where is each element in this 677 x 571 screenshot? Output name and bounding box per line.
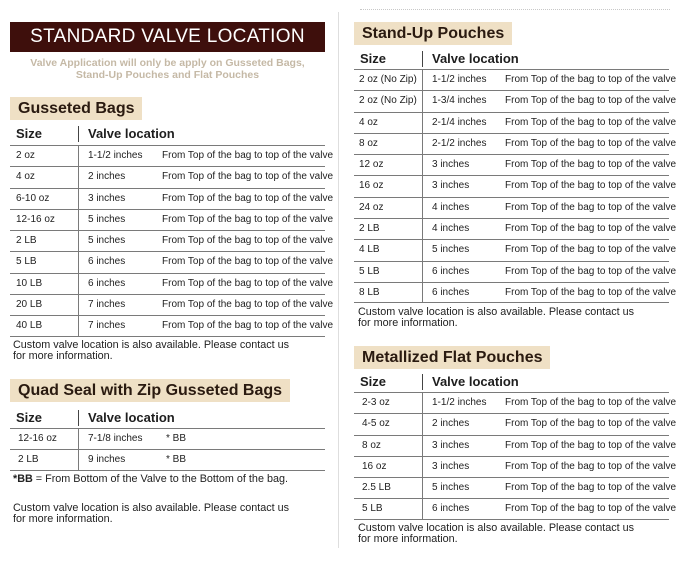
column-divider xyxy=(338,12,339,548)
gusseted-note-line-2: for more information. xyxy=(13,350,113,362)
standup-cell-valve: 4 inches xyxy=(432,223,470,235)
flat-cell-size: 16 oz xyxy=(362,460,387,472)
gusseted-cell-separator xyxy=(78,295,79,315)
flat-cell-separator xyxy=(422,499,423,518)
standup-cell-size: 4 oz xyxy=(359,116,378,128)
flat-cell-valve: 5 inches xyxy=(432,482,470,494)
gusseted-col-location: Valve location xyxy=(88,126,175,141)
standup-cell-valve: 6 inches xyxy=(432,265,470,277)
quad-seal-heading: Quad Seal with Zip Gusseted Bags xyxy=(10,379,290,402)
quad-cell-separator xyxy=(78,429,79,449)
flat-cell-reference: From Top of the bag to top of the valve xyxy=(505,460,677,472)
gusseted-table-row xyxy=(10,251,334,272)
flat-cell-separator xyxy=(422,414,423,434)
gusseted-table xyxy=(10,145,334,337)
standup-cell-separator xyxy=(422,155,423,175)
standup-table xyxy=(354,69,677,303)
flat-table-row xyxy=(354,456,677,477)
gusseted-cell-separator xyxy=(78,252,79,272)
flat-cell-valve: 3 inches xyxy=(432,460,470,472)
gusseted-cell-reference: From Top of the bag to top of the valve xyxy=(162,256,334,268)
flat-table-row xyxy=(354,392,677,413)
gusseted-cell-reference: From Top of the bag to top of the valve xyxy=(162,277,334,289)
flat-cell-size: 2-3 oz xyxy=(362,397,390,408)
gusseted-cell-valve: 7 inches xyxy=(88,320,126,332)
flat-table xyxy=(354,392,677,520)
standup-cell-separator xyxy=(422,262,423,282)
standup-cell-reference: From Top of the bag to top of the valve xyxy=(505,223,677,235)
subtitle-line-1: Valve Application will only be apply on Gusseted Bags, xyxy=(30,57,305,69)
flat-cell-size: 2.5 LB xyxy=(362,482,391,494)
flat-cell-valve: 2 inches xyxy=(432,418,470,430)
standup-cell-reference: From Top of the bag to top of the valve xyxy=(505,137,677,149)
standup-table-row xyxy=(354,69,677,90)
standup-cell-valve: 3 inches xyxy=(432,159,470,171)
flat-cell-separator xyxy=(422,478,423,498)
standup-cell-valve: 3 inches xyxy=(432,180,470,192)
quad-table-header xyxy=(10,407,325,429)
gusseted-cell-reference: From Top of the bag to top of the valve xyxy=(162,150,334,161)
flat-cell-reference: From Top of the bag to top of the valve xyxy=(505,418,677,430)
flat-cell-reference: From Top of the bag to top of the valve xyxy=(505,482,677,494)
gusseted-cell-separator xyxy=(78,189,79,209)
standup-table-row xyxy=(354,112,677,133)
standup-table-row xyxy=(354,133,677,154)
flat-cell-size: 5 LB xyxy=(362,503,383,515)
flat-note-line-2: for more information. xyxy=(358,533,458,545)
flat-note-line-1: Custom valve location is also available. Please contact us xyxy=(358,522,635,534)
quad-cell-valve: 9 inches xyxy=(88,454,126,466)
gusseted-table-row xyxy=(10,273,334,294)
standup-cell-separator xyxy=(422,113,423,133)
gusseted-cell-separator xyxy=(78,231,79,251)
flat-cell-reference: From Top of the bag to top of the valve xyxy=(505,503,677,515)
standup-pouches-heading: Stand-Up Pouches xyxy=(354,22,512,45)
gusseted-cell-reference: From Top of the bag to top of the valve xyxy=(162,192,334,204)
standup-cell-separator xyxy=(422,219,423,239)
standup-cell-valve: 4 inches xyxy=(432,201,470,213)
standup-table-row xyxy=(354,197,677,218)
standup-cell-size: 8 oz xyxy=(359,137,378,149)
gusseted-cell-size: 2 LB xyxy=(16,235,37,247)
standup-cell-size: 2 oz (No Zip) xyxy=(359,74,417,85)
gusseted-cell-valve: 6 inches xyxy=(88,277,126,289)
flat-cell-separator xyxy=(422,457,423,477)
quad-note-line-2: for more information. xyxy=(13,513,113,525)
flat-cell-reference: From Top of the bag to top of the valve xyxy=(505,439,677,451)
flat-cell-valve: 1-1/2 inches xyxy=(432,397,487,408)
standup-table-row xyxy=(354,90,677,111)
standup-cell-size: 4 LB xyxy=(359,244,380,256)
standup-cell-size: 2 LB xyxy=(359,223,380,235)
gusseted-cell-size: 4 oz xyxy=(16,171,35,183)
flat-cell-size: 4-5 oz xyxy=(362,418,390,430)
gusseted-col-size: Size xyxy=(16,126,43,141)
standup-cell-reference: From Top of the bag to top of the valve xyxy=(505,159,677,171)
gusseted-table-row xyxy=(10,230,334,251)
gusseted-cell-valve: 5 inches xyxy=(88,213,126,225)
page-subtitle xyxy=(10,57,325,81)
quad-table xyxy=(10,428,325,471)
standup-cell-size: 16 oz xyxy=(359,180,384,192)
standup-cell-valve: 1-1/2 inches xyxy=(432,74,487,85)
bb-footnote xyxy=(13,474,288,485)
top-dotted-rule xyxy=(360,9,670,10)
standup-cell-reference: From Top of the bag to top of the valve xyxy=(505,74,677,85)
quad-cell-separator xyxy=(78,450,79,469)
flat-table-header xyxy=(354,371,669,393)
standup-cell-reference: From Top of the bag to top of the valve xyxy=(505,95,677,107)
gusseted-cell-separator xyxy=(78,274,79,294)
standup-note-line-1: Custom valve location is also available. Please contact us xyxy=(358,306,635,318)
standup-cell-reference: From Top of the bag to top of the valve xyxy=(505,201,677,213)
gusseted-cell-reference: From Top of the bag to top of the valve xyxy=(162,299,334,311)
gusseted-header-separator xyxy=(78,126,79,142)
quad-cell-valve: 7-1/8 inches xyxy=(88,433,143,444)
bb-key: *BB xyxy=(13,473,33,485)
standup-cell-size: 5 LB xyxy=(359,265,380,277)
gusseted-cell-separator xyxy=(78,316,79,335)
standup-note-line-2: for more information. xyxy=(358,317,458,329)
flat-table-row xyxy=(354,477,677,498)
quad-cell-size: 2 LB xyxy=(18,454,39,466)
gusseted-cell-valve: 2 inches xyxy=(88,171,126,183)
gusseted-cell-valve: 3 inches xyxy=(88,192,126,204)
standup-cell-size: 8 LB xyxy=(359,286,380,298)
flat-cell-separator xyxy=(422,393,423,413)
quad-header-separator xyxy=(78,410,79,426)
standup-cell-size: 12 oz xyxy=(359,159,384,171)
gusseted-bags-heading: Gusseted Bags xyxy=(10,97,142,120)
flat-custom-note xyxy=(358,523,634,545)
gusseted-table-row xyxy=(10,145,334,166)
gusseted-cell-size: 2 oz xyxy=(16,150,35,161)
gusseted-cell-separator xyxy=(78,146,79,166)
standup-col-size: Size xyxy=(360,51,387,66)
standup-table-row xyxy=(354,218,677,239)
bb-text: = From Bottom of the Valve to the Bottom of the bag. xyxy=(32,473,288,485)
standup-cell-size: 2 oz (No Zip) xyxy=(359,95,417,107)
quad-table-row xyxy=(10,449,325,470)
gusseted-cell-valve: 5 inches xyxy=(88,235,126,247)
standup-cell-valve: 5 inches xyxy=(432,244,470,256)
standup-col-location: Valve location xyxy=(432,51,519,66)
standup-table-row xyxy=(354,282,677,303)
gusseted-cell-separator xyxy=(78,167,79,187)
standup-cell-size: 24 oz xyxy=(359,201,384,213)
gusseted-cell-size: 40 LB xyxy=(16,320,43,332)
flat-col-size: Size xyxy=(360,374,387,389)
standup-header-separator xyxy=(422,51,423,67)
quad-cell-size: 12-16 oz xyxy=(18,433,57,444)
quad-cell-reference: * BB xyxy=(166,433,187,444)
flat-table-row xyxy=(354,435,677,456)
gusseted-cell-valve: 6 inches xyxy=(88,256,126,268)
gusseted-cell-size: 10 LB xyxy=(16,277,43,289)
standup-cell-separator xyxy=(422,70,423,90)
standup-table-header xyxy=(354,48,669,70)
subtitle-line-2: Stand-Up Pouches and Flat Pouches xyxy=(75,69,260,81)
flat-table-row xyxy=(354,413,677,434)
quad-col-size: Size xyxy=(16,410,43,425)
gusseted-cell-valve: 1-1/2 inches xyxy=(88,150,143,161)
gusseted-custom-note xyxy=(13,340,289,362)
gusseted-cell-separator xyxy=(78,210,79,230)
standup-cell-reference: From Top of the bag to top of the valve xyxy=(505,265,677,277)
standup-custom-note xyxy=(358,307,634,329)
gusseted-table-header xyxy=(10,123,325,145)
flat-cell-size: 8 oz xyxy=(362,439,381,451)
flat-header-separator xyxy=(422,374,423,390)
gusseted-table-row xyxy=(10,315,334,336)
flat-cell-valve: 3 inches xyxy=(432,439,470,451)
standup-table-row xyxy=(354,154,677,175)
standup-cell-reference: From Top of the bag to top of the valve xyxy=(505,244,677,256)
quad-custom-note xyxy=(13,503,289,525)
standup-cell-reference: From Top of the bag to top of the valve xyxy=(505,286,677,298)
gusseted-note-line-1: Custom valve location is also available. Please contact us xyxy=(13,339,290,351)
standup-cell-reference: From Top of the bag to top of the valve xyxy=(505,116,677,128)
gusseted-cell-size: 12-16 oz xyxy=(16,213,55,225)
quad-cell-reference: * BB xyxy=(166,454,187,466)
standup-table-row xyxy=(354,239,677,260)
gusseted-cell-reference: From Top of the bag to top of the valve xyxy=(162,171,334,183)
flat-cell-reference: From Top of the bag to top of the valve xyxy=(505,397,677,408)
standup-cell-separator xyxy=(422,134,423,154)
gusseted-cell-size: 5 LB xyxy=(16,256,37,268)
gusseted-cell-size: 20 LB xyxy=(16,299,43,311)
standup-cell-valve: 2-1/4 inches xyxy=(432,116,487,128)
standup-cell-separator xyxy=(422,91,423,111)
gusseted-table-row xyxy=(10,294,334,315)
standup-cell-valve: 2-1/2 inches xyxy=(432,137,487,149)
gusseted-table-row xyxy=(10,166,334,187)
gusseted-cell-reference: From Top of the bag to top of the valve xyxy=(162,213,334,225)
quad-note-line-1: Custom valve location is also available. Please contact us xyxy=(13,502,290,514)
flat-col-location: Valve location xyxy=(432,374,519,389)
standup-cell-separator xyxy=(422,198,423,218)
page-title: STANDARD VALVE LOCATION xyxy=(10,22,325,52)
gusseted-cell-valve: 7 inches xyxy=(88,299,126,311)
flat-table-row xyxy=(354,498,677,519)
standup-cell-valve: 1-3/4 inches xyxy=(432,95,487,107)
standup-table-row xyxy=(354,261,677,282)
gusseted-cell-reference: From Top of the bag to top of the valve xyxy=(162,320,334,332)
standup-cell-separator xyxy=(422,176,423,196)
gusseted-cell-size: 6-10 oz xyxy=(16,192,50,204)
standup-cell-separator xyxy=(422,240,423,260)
standup-cell-reference: From Top of the bag to top of the valve xyxy=(505,180,677,192)
gusseted-table-row xyxy=(10,209,334,230)
gusseted-cell-reference: From Top of the bag to top of the valve xyxy=(162,235,334,247)
quad-table-row xyxy=(10,428,325,449)
flat-cell-valve: 6 inches xyxy=(432,503,470,515)
quad-col-location: Valve location xyxy=(88,410,175,425)
standup-table-row xyxy=(354,175,677,196)
gusseted-table-row xyxy=(10,188,334,209)
flat-pouches-heading: Metallized Flat Pouches xyxy=(354,346,550,369)
standup-cell-separator xyxy=(422,283,423,302)
flat-cell-separator xyxy=(422,436,423,456)
standup-cell-valve: 6 inches xyxy=(432,286,470,298)
